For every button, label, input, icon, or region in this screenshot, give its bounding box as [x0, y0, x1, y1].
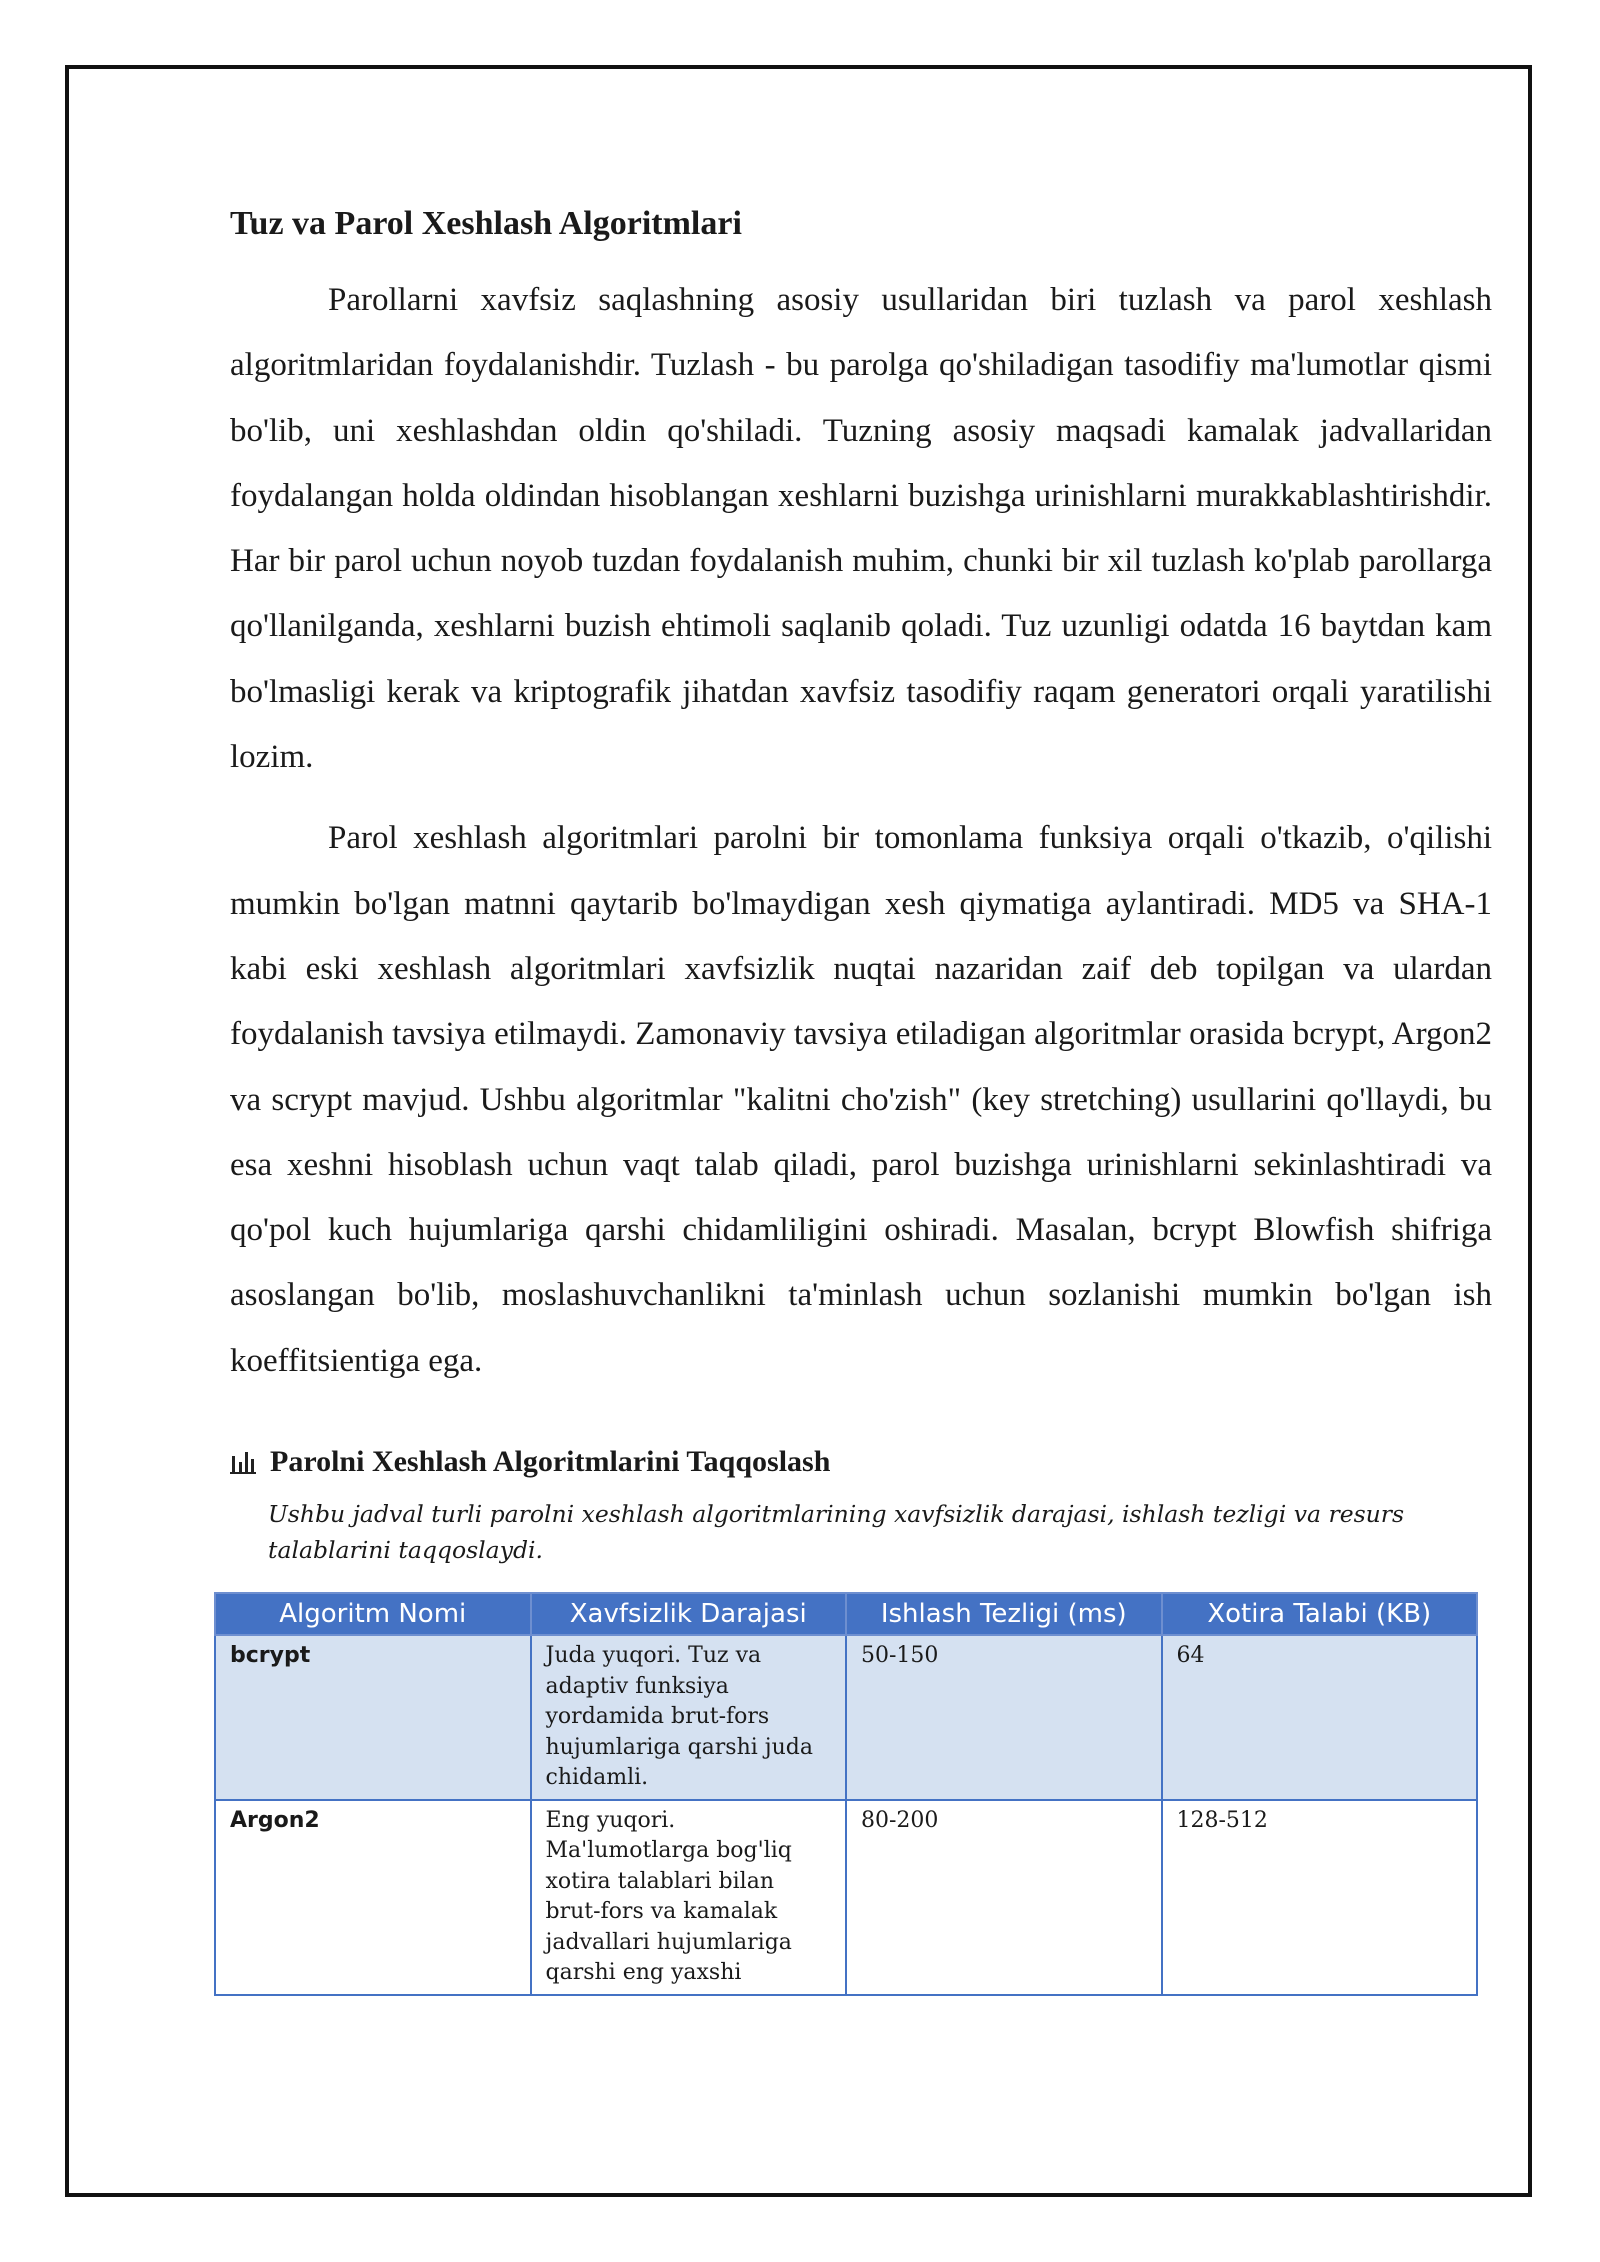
cell-algorithm-name: Argon2: [215, 1800, 531, 1995]
document-body: [230, 198, 1492, 1996]
column-header-name: Algoritm Nomi: [215, 1593, 531, 1635]
paragraph-salting: Parollarni xavfsiz saqlashning asosiy usullaridan biri tuzlash va parol xeshlash algoritmlaridan foydalanishdir. Tuzlash - bu parolga qo'shiladigan tasodifiy ma'lumotlar qismi bo'lib, uni xeshlashdan oldin qo'shiladi. Tuzning asosiy maqsadi kamalak jadvallaridan foydalangan holda oldindan hisoblangan xeshlarni buzishga urinishlarni murakkablashtirishdir. Har bir parol uchun noyob tuzdan foydalanish muhim, chunki bir xil tuzlash ko'plab parollarga qo'llanilganda, xeshlarni buzish ehtimoli saqlanib qoladi. Tuz uzunligi odatda 16 baytdan kam bo'lmasligi kerak va kriptografik jihatdan xavfsiz tasodifiy raqam generatori orqali yaratilishi lozim.: [230, 282, 1492, 776]
paragraph-hashing: Parol xeshlash algoritmlari parolni bir tomonlama funksiya orqali o'tkazib, o'qilishi mumkin bo'lgan matnni qaytarib bo'lmaydigan xesh qiymatiga aylantiradi. MD5 va SHA-1 kabi eski xeshlash algoritmlari xavfsizlik nuqtai nazaridan zaif deb topilgan va ulardan foydalanish tavsiya etilmaydi. Zamonaviy tavsiya etiladigan algoritmlar orasida bcrypt, Argon2 va scrypt mavjud. Ushbu algoritmlar "kalitni cho'zish" (key stretching) usullarini qo'llaydi, bu esa xeshni hisoblash uchun vaqt talab qiladi, parol buzishga urinishlarni sekinlashtiradi va qo'pol kuch hujumlariga qarshi chidamliligini oshiradi. Masalan, bcrypt Blowfish shifriga asoslangan bo'lib, moslashuvchanlikni ta'minlash uchun sozlanishi mumkin bo'lgan ish koeffitsientiga ega.: [230, 820, 1492, 1379]
column-header-memory: Xotira Talabi (KB): [1162, 1593, 1478, 1635]
table-row: [215, 1635, 1477, 1800]
cell-memory: 64: [1162, 1635, 1478, 1800]
column-header-security: Xavfsizlik Darajasi: [531, 1593, 847, 1635]
table-header-row: [215, 1593, 1477, 1635]
cell-security-level: Eng yuqori. Ma'lumotlarga bog'liq xotira talablari bilan brut-fors va kamalak jadvallari hujumlariga qarshi eng yaxshi: [531, 1800, 847, 1995]
cell-algorithm-name: bcrypt: [215, 1635, 531, 1800]
cell-security-level: Juda yuqori. Tuz va adaptiv funksiya yordamida brut-fors hujumlariga qarshi juda chidamli.: [531, 1635, 847, 1800]
table-caption: Ushbu jadval turli parolni xeshlash algoritmlarining xavfsizlik darajasi, ishlash tezligi va resurs talablarini taqqoslaydi.: [268, 1500, 1405, 1565]
cell-memory: 128-512: [1162, 1800, 1478, 1995]
table-heading-text: Parolni Xeshlash Algoritmlarini Taqqoslash: [270, 1445, 831, 1479]
table-heading: [230, 1442, 1492, 1482]
column-header-speed: Ishlash Tezligi (ms): [846, 1593, 1162, 1635]
cell-speed: 80-200: [846, 1800, 1162, 1995]
comparison-table: [214, 1592, 1478, 1996]
bar-chart-icon: [230, 1450, 256, 1474]
cell-speed: 50-150: [846, 1635, 1162, 1800]
table-row: [215, 1800, 1477, 1995]
document-title: Tuz va Parol Xeshlash Algoritmlari: [230, 205, 742, 242]
